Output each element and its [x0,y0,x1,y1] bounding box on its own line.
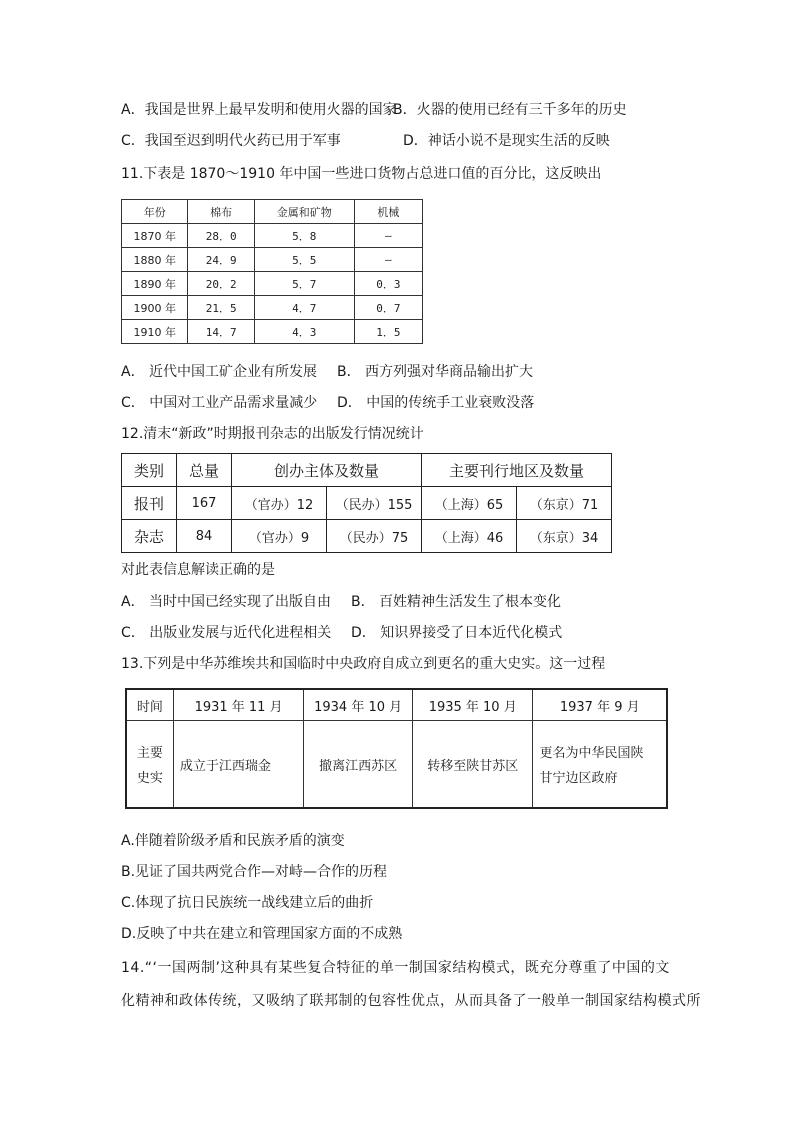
q11-import-table [121,199,423,344]
table-cell: 24．9 [188,248,254,272]
q14-line-1: 14.“‘一国两制’这种具有某些复合特征的单一制国家结构模式，既充分尊重了中国的文 [121,960,670,976]
event-line: 甘宁边区政府 [539,771,618,786]
table-row [122,296,423,320]
table-cell [533,721,667,809]
table-cell: （民办）155 [327,487,422,520]
q12-prompt: 对此表信息解读正确的是 [121,562,275,578]
table-cell: （上海）65 [422,487,517,520]
table-cell: 5．8 [254,224,354,248]
table-cell: 20．2 [188,272,254,296]
event-line: 更名为中华民国陕 [539,746,644,761]
table-cell: 撤离江西苏区 [304,721,413,809]
q13-option-c: C.体现了抗日民族统一战线建立后的曲折 [121,895,374,911]
table-cell: （东京）71 [517,487,612,520]
q14-line-2: 化精神和政体传统，又吸纳了联邦制的包容性优点，从而具备了一般单一制国家结构模式所 [121,993,701,1009]
table-header: 棉布 [188,200,254,224]
q13-option-b: B.见证了国共两党合作—对峙—合作的历程 [121,864,388,880]
table-header: 类别 [122,454,177,487]
row-label-line: 史实 [136,771,163,786]
table-row [122,224,423,248]
table-cell: 1900 年 [122,296,188,320]
q13-option-a: A.伴随着阶级矛盾和民族矛盾的演变 [121,833,345,849]
table-cell: （东京）34 [517,520,612,553]
row-label-line: 主要 [136,746,163,761]
table-cell: （官办）12 [232,487,327,520]
q11-stem: 11.下表是 1870～1910 年中国一些进口货物占总进口值的百分比，这反映出 [121,166,602,182]
table-header: 时间 [126,689,173,721]
q13-stem: 13.下列是中华苏维埃共和国临时中央政府自成立到更名的重大史实。这一过程 [121,656,606,672]
table-header: 主要刊行地区及数量 [422,454,612,487]
q11-option-d: D． 中国的传统手工业衰败没落 [337,395,535,411]
table-cell: 报刊 [122,487,177,520]
q10-option-c: C．我国至迟到明代火药已用于军事 [121,133,341,149]
table-cell: 167 [177,487,232,520]
table-cell: （官办）9 [232,520,327,553]
table-row [122,320,423,344]
q13-history-table [125,688,668,809]
q12-option-a: A． 当时中国已经实现了出版自由 [121,594,332,610]
table-header-row [126,689,667,721]
table-cell: 成立于江西瑞金 [173,721,304,809]
table-cell: — [354,248,422,272]
table-cell: 杂志 [122,520,177,553]
q13-option-d: D.反映了中共在建立和管理国家方面的不成熟 [121,926,403,942]
q12-option-c: C． 出版业发展与近代化进程相关 [121,625,332,641]
table-header: 创办主体及数量 [232,454,422,487]
q11-option-a: A． 近代中国工矿企业有所发展 [121,364,318,380]
table-header-row [122,454,612,487]
table-cell: 0．3 [354,272,422,296]
table-cell: 5．7 [254,272,354,296]
table-header: 总量 [177,454,232,487]
table-header: 1931 年 11 月 [173,689,304,721]
table-row-label [126,721,173,809]
table-cell: 1910 年 [122,320,188,344]
q12-option-b: B． 百姓精神生活发生了根本变化 [351,594,562,610]
table-row [122,487,612,520]
q12-publication-table [121,453,612,553]
table-header: 金属和矿物 [254,200,354,224]
table-cell: 4．7 [254,296,354,320]
table-cell: 28．0 [188,224,254,248]
table-cell: 1．5 [354,320,422,344]
q12-stem: 12.清末“新政”时期报刊杂志的出版发行情况统计 [121,426,424,442]
table-row [122,520,612,553]
table-header: 年份 [122,200,188,224]
table-cell: 1880 年 [122,248,188,272]
table-row [122,248,423,272]
table-cell: 21．5 [188,296,254,320]
table-cell: （上海）46 [422,520,517,553]
table-header: 1935 年 10 月 [412,689,533,721]
table-cell: 14．7 [188,320,254,344]
table-header: 1934 年 10 月 [304,689,413,721]
q10-option-a: A．我国是世界上最早发明和使用火器的国家 [121,102,397,118]
q10-option-d: D．神话小说不是现实生活的反映 [403,133,610,149]
q12-option-d: D． 知识界接受了日本近代化模式 [351,625,563,641]
q11-option-c: C． 中国对工业产品需求量减少 [121,395,318,411]
table-row [122,272,423,296]
table-cell: 84 [177,520,232,553]
table-cell: 5．5 [254,248,354,272]
table-row [126,721,667,809]
table-cell: （民办）75 [327,520,422,553]
table-header: 机械 [354,200,422,224]
table-cell: 1870 年 [122,224,188,248]
table-header: 1937 年 9 月 [533,689,667,721]
table-cell: 0．7 [354,296,422,320]
table-cell: 转移至陕甘苏区 [412,721,533,809]
q11-option-b: B． 西方列强对华商品输出扩大 [337,364,534,380]
table-header-row [122,200,423,224]
table-cell: 1890 年 [122,272,188,296]
table-cell: — [354,224,422,248]
table-cell: 4．3 [254,320,354,344]
q10-option-b: B．火器的使用已经有三千多年的历史 [393,102,627,118]
